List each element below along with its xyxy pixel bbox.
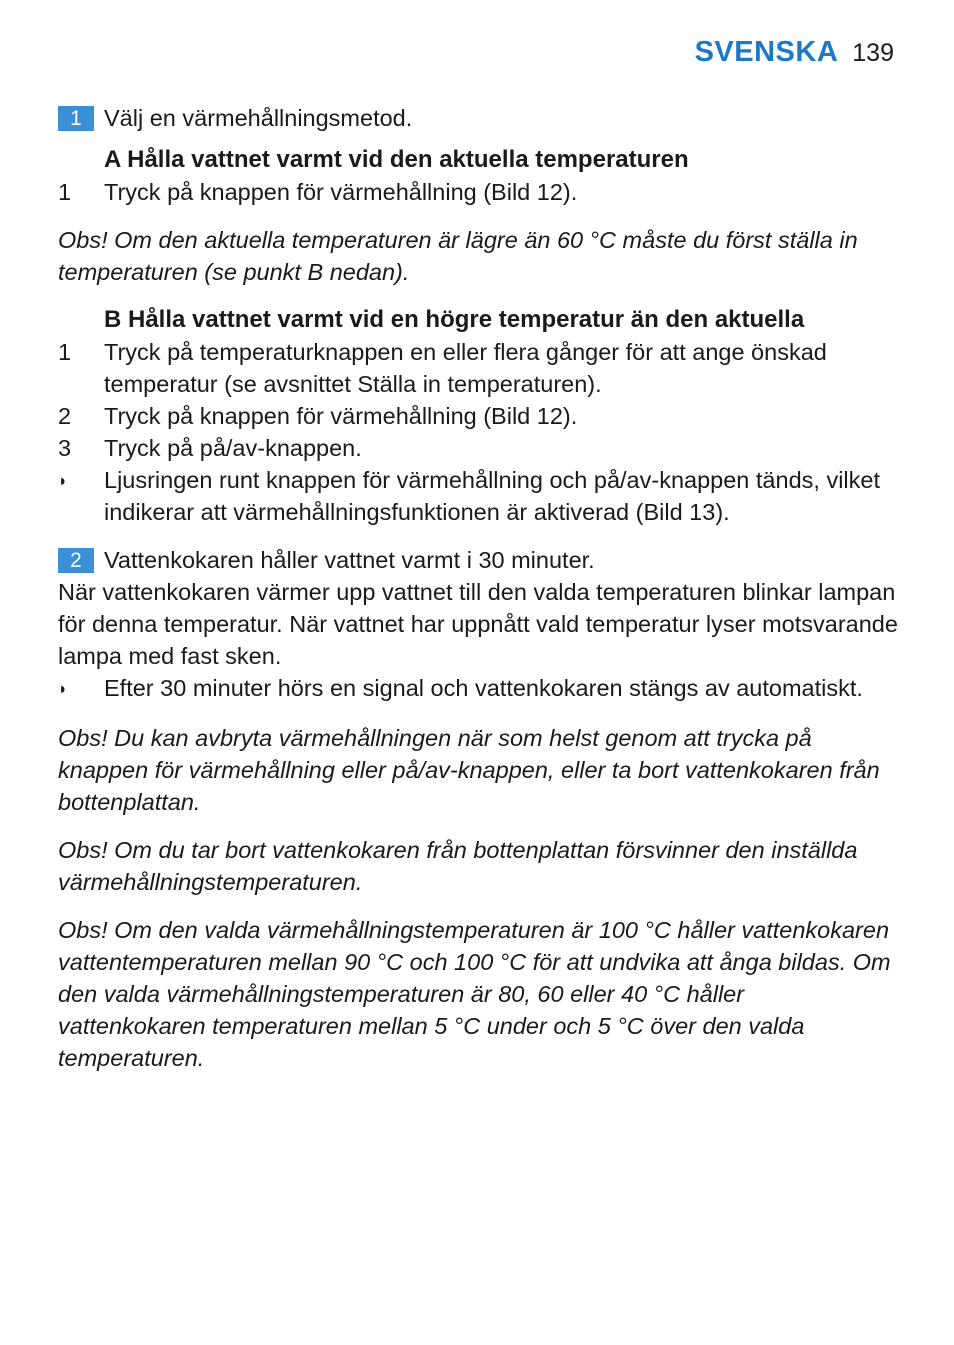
page-number: 139 — [852, 39, 894, 67]
item-text: Tryck på knappen för värmehållning (Bild 12). — [104, 403, 578, 429]
item-text: Tryck på knappen för värmehållning (Bild 12). — [104, 179, 578, 205]
bullet-icon: ◗ — [58, 473, 68, 490]
list-item — [58, 336, 898, 400]
result-bullet — [58, 464, 898, 528]
result-bullet — [58, 672, 898, 706]
note-paragraph: Obs! Om du tar bort vattenkokaren från bottenplattan försvinner den inställda värmehållningstemperaturen. — [58, 837, 858, 895]
section-b-heading: B Hålla vattnet varmt vid en högre temperatur än den aktuella — [104, 306, 805, 333]
item-number: 3 — [58, 435, 72, 461]
language-label: SVENSKA — [694, 36, 839, 68]
step-badge: 2 — [58, 548, 94, 573]
item-number: 1 — [58, 179, 72, 205]
list-item — [58, 432, 898, 464]
note-paragraph: Obs! Du kan avbryta värmehållningen när som helst genom att trycka på knappen för värmehållning eller på/av-knappen, eller ta bort vattenkokaren från bottenplattan. — [58, 725, 880, 815]
note-paragraph: Obs! Om den valda värmehållningstemperaturen är 100 °C håller vattenkokaren vattentemperaturen mellan 90 °C och 100 °C för att undvika att ånga bildas. Om den valda värmehållningstemperaturen är 80, 60 eller 40 °C håller vattenkokaren temperaturen mellan 5 °C under och 5 °C över den valda temperaturen. — [58, 917, 891, 1071]
body-paragraph: När vattenkokaren värmer upp vattnet till den valda temperaturen blinkar lampan för denna temperatur. När vattnet har uppnått vald temperatur lyser motsvarande lampa med fast sken. — [58, 579, 898, 669]
item-number: 2 — [58, 403, 72, 429]
list-item — [58, 400, 898, 432]
step-badge: 1 — [58, 106, 94, 131]
bullet-icon: ◗ — [58, 681, 68, 698]
item-number: 1 — [58, 339, 72, 365]
bullet-text: Efter 30 minuter hörs en signal och vattenkokaren stängs av automatiskt. — [104, 675, 863, 701]
list-item — [58, 176, 898, 208]
section-a-heading: A Hålla vattnet varmt vid den aktuella temperaturen — [104, 146, 689, 173]
step-2 — [58, 544, 898, 576]
step-text: Vattenkokaren håller vattnet varmt i 30 minuter. — [104, 547, 595, 573]
page-content — [58, 102, 898, 1074]
note-paragraph: Obs! Om den aktuella temperaturen är lägre än 60 °C måste du först ställa in temperaturen (se punkt B nedan). — [58, 227, 858, 285]
step-text: Välj en värmehållningsmetod. — [104, 105, 413, 131]
page-header — [695, 36, 894, 69]
bullet-text: Ljusringen runt knappen för värmehållning och på/av-knappen tänds, vilket indikerar att värmehållningsfunktionen är aktiverad (Bild 13). — [104, 467, 880, 525]
item-text: Tryck på temperaturknappen en eller flera gånger för att ange önskad temperatur (se avsnittet Ställa in temperaturen). — [104, 339, 827, 397]
item-text: Tryck på på/av-knappen. — [104, 435, 362, 461]
step-1 — [58, 102, 898, 134]
